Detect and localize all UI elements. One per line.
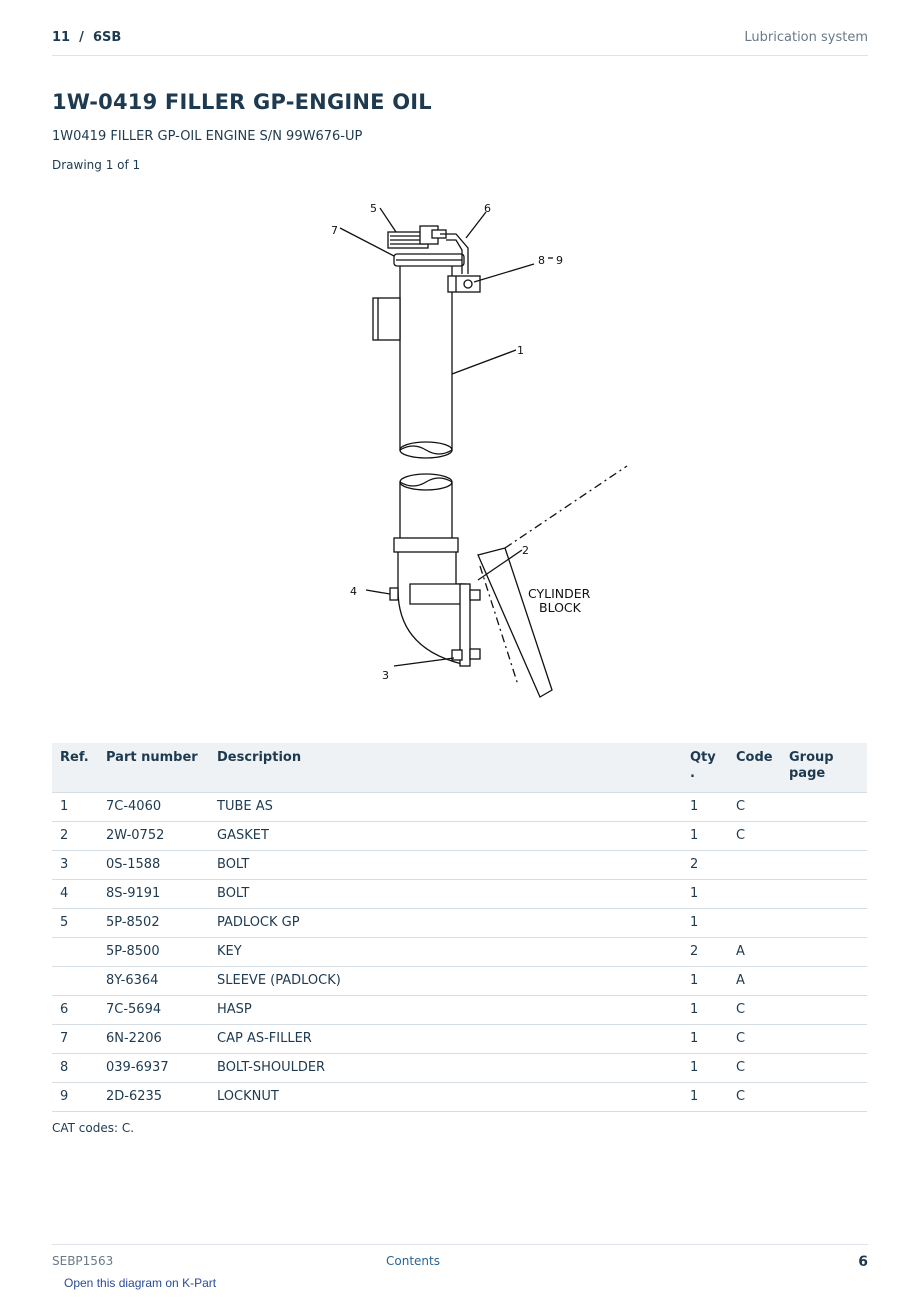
code-cell: C <box>728 1024 781 1053</box>
ref-cell: 6 <box>52 995 98 1024</box>
code-cell: C <box>728 995 781 1024</box>
col-ref-header: Ref. <box>52 743 98 792</box>
part-number-cell: 7C-4060 <box>98 792 209 821</box>
table-row <box>52 850 867 879</box>
parts-table-body <box>52 792 867 1111</box>
ref-cell: 3 <box>52 850 98 879</box>
callout-2: 2 <box>522 544 529 557</box>
part-number-cell: 039-6937 <box>98 1053 209 1082</box>
description-cell: TUBE AS <box>209 792 682 821</box>
table-row <box>52 792 867 821</box>
code-cell: C <box>728 821 781 850</box>
cylinder-block-label: CYLINDER <box>528 586 591 601</box>
col-part-header: Part number <box>98 743 209 792</box>
col-code-header: Code <box>728 743 781 792</box>
qty-cell: 1 <box>682 879 728 908</box>
description-cell: CAP AS-FILLER <box>209 1024 682 1053</box>
part-number-cell: 8S-9191 <box>98 879 209 908</box>
callout-7: 7 <box>331 224 338 237</box>
ref-cell <box>52 966 98 995</box>
callout-6: 6 <box>484 202 491 215</box>
breadcrumb: 11 / 6SB <box>52 30 122 45</box>
qty-cell: 1 <box>682 821 728 850</box>
description-cell: HASP <box>209 995 682 1024</box>
ref-cell: 9 <box>52 1082 98 1111</box>
callout-4: 4 <box>350 585 357 598</box>
description-cell: SLEEVE (PADLOCK) <box>209 966 682 995</box>
part-number-cell: 5P-8500 <box>98 937 209 966</box>
ref-cell: 1 <box>52 792 98 821</box>
table-row <box>52 908 867 937</box>
qty-cell: 1 <box>682 1082 728 1111</box>
group-page-cell <box>781 792 867 821</box>
part-number-cell: 6N-2206 <box>98 1024 209 1053</box>
qty-cell: 1 <box>682 1024 728 1053</box>
part-number-cell: 2W-0752 <box>98 821 209 850</box>
callout-1: 1 <box>517 344 524 357</box>
callout-9: 9 <box>556 254 563 267</box>
page-footer <box>52 1244 868 1274</box>
table-row <box>52 1053 867 1082</box>
part-number-cell: 5P-8502 <box>98 908 209 937</box>
page-subtitle: 1W0419 FILLER GP-OIL ENGINE S/N 99W676-UP <box>52 129 363 144</box>
part-number-cell: 2D-6235 <box>98 1082 209 1111</box>
group-page-cell <box>781 1082 867 1111</box>
document-id: SEBP1563 <box>52 1254 114 1268</box>
code-cell: A <box>728 966 781 995</box>
qty-cell: 1 <box>682 908 728 937</box>
code-cell: C <box>728 1082 781 1111</box>
callout-3: 3 <box>382 669 389 682</box>
parts-diagram <box>0 180 920 725</box>
parts-table <box>52 743 867 1112</box>
description-cell: GASKET <box>209 821 682 850</box>
description-cell: BOLT <box>209 879 682 908</box>
section-title: Lubrication system <box>744 30 868 45</box>
qty-cell: 2 <box>682 850 728 879</box>
table-row <box>52 1024 867 1053</box>
group-page-cell <box>781 1024 867 1053</box>
table-row <box>52 1082 867 1111</box>
qty-cell: 2 <box>682 937 728 966</box>
table-header-row <box>52 743 867 792</box>
qty-cell: 1 <box>682 966 728 995</box>
description-cell: PADLOCK GP <box>209 908 682 937</box>
ref-cell: 2 <box>52 821 98 850</box>
group-page-cell <box>781 966 867 995</box>
code-cell <box>728 879 781 908</box>
ref-cell: 4 <box>52 879 98 908</box>
group-page-cell <box>781 1053 867 1082</box>
ref-cell: 8 <box>52 1053 98 1082</box>
drawing-label: Drawing 1 of 1 <box>52 158 141 172</box>
col-description-header: Description <box>209 743 682 792</box>
part-number-cell: 8Y-6364 <box>98 966 209 995</box>
callout-5: 5 <box>370 202 377 215</box>
table-row <box>52 966 867 995</box>
table-row <box>52 995 867 1024</box>
group-page-cell <box>781 937 867 966</box>
qty-cell: 1 <box>682 792 728 821</box>
col-group-header: Group page <box>781 743 867 792</box>
code-cell: C <box>728 792 781 821</box>
group-page-cell <box>781 850 867 879</box>
group-page-cell <box>781 821 867 850</box>
table-row <box>52 937 867 966</box>
table-row <box>52 879 867 908</box>
code-cell <box>728 850 781 879</box>
description-cell: BOLT <box>209 850 682 879</box>
group-page-cell <box>781 908 867 937</box>
table-row <box>52 821 867 850</box>
page-header <box>52 28 868 56</box>
callout-8: 8 <box>538 254 545 267</box>
code-cell: C <box>728 1053 781 1082</box>
kpart-diagram-link[interactable]: Open this diagram on K-Part <box>64 1276 217 1290</box>
contents-link[interactable]: Contents <box>386 1254 440 1268</box>
ref-cell: 7 <box>52 1024 98 1053</box>
code-cell: A <box>728 937 781 966</box>
description-cell: LOCKNUT <box>209 1082 682 1111</box>
code-cell <box>728 908 781 937</box>
page-title: 1W-0419 FILLER GP-ENGINE OIL <box>52 90 432 114</box>
description-cell: BOLT-SHOULDER <box>209 1053 682 1082</box>
description-cell: KEY <box>209 937 682 966</box>
page-number: 6 <box>858 1254 868 1270</box>
qty-cell: 1 <box>682 995 728 1024</box>
qty-cell: 1 <box>682 1053 728 1082</box>
group-page-cell <box>781 879 867 908</box>
group-page-cell <box>781 995 867 1024</box>
cat-codes-note: CAT codes: C. <box>52 1121 135 1135</box>
cylinder-block-label-2: BLOCK <box>539 600 581 615</box>
ref-cell <box>52 937 98 966</box>
ref-cell: 5 <box>52 908 98 937</box>
part-number-cell: 7C-5694 <box>98 995 209 1024</box>
col-qty-header: Qty . <box>682 743 728 792</box>
part-number-cell: 0S-1588 <box>98 850 209 879</box>
